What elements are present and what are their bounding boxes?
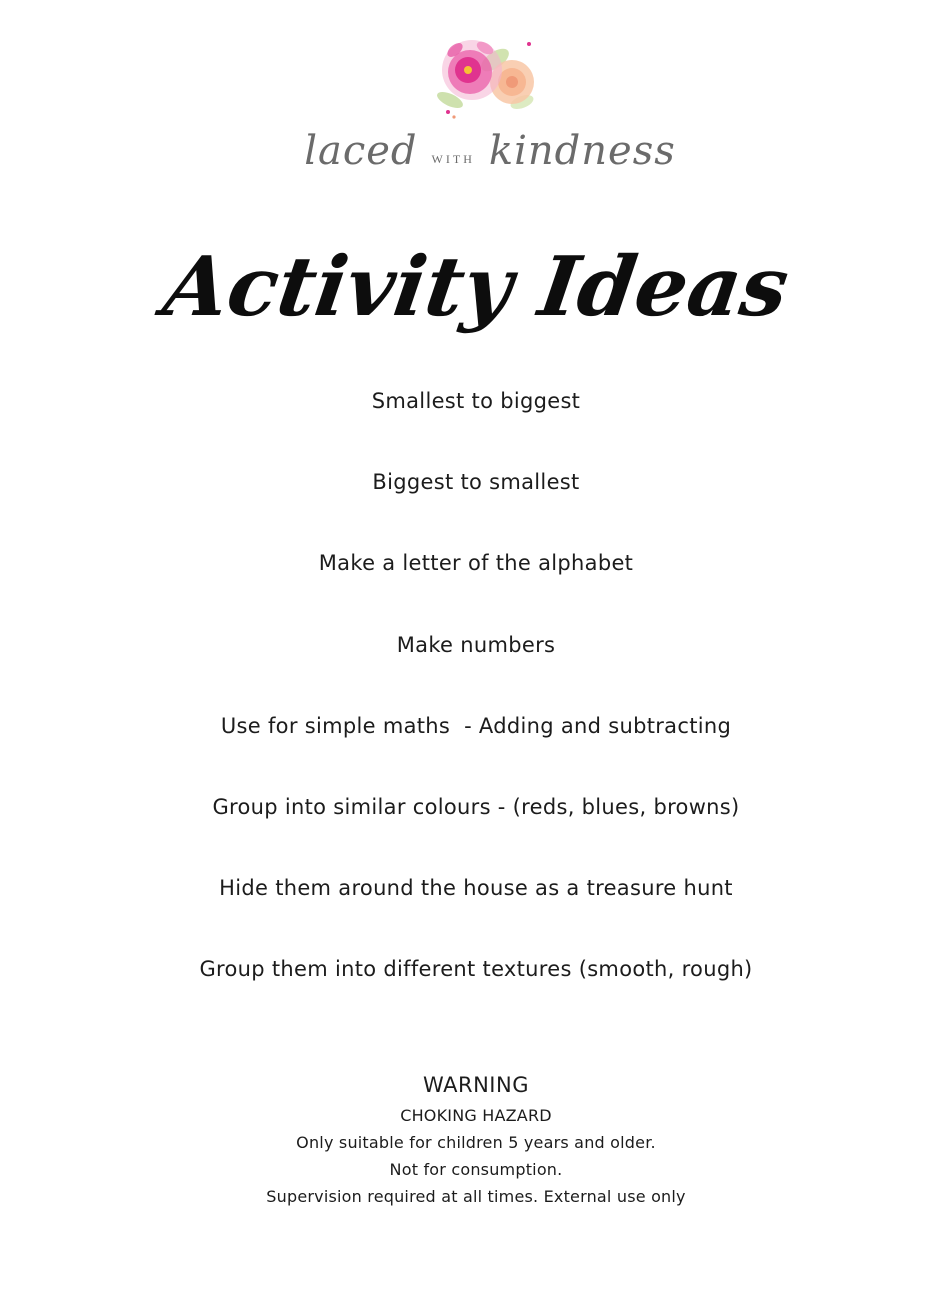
warning-line: Only suitable for children 5 years and older. xyxy=(296,1133,656,1152)
logo-word-right: kindness xyxy=(488,128,676,174)
flower-illustration-icon xyxy=(290,20,690,130)
list-item: Use for simple maths - Adding and subtracting xyxy=(220,713,732,738)
warning-line: Supervision required at all times. External use only xyxy=(266,1187,686,1206)
page-title: Activity Ideas xyxy=(157,239,795,335)
logo-word-left: laced xyxy=(304,128,418,174)
list-item: Hide them around the house as a treasure hunt xyxy=(219,876,733,901)
logo-wordmark xyxy=(290,128,690,174)
list-item: Biggest to smallest xyxy=(372,470,580,495)
activity-list xyxy=(0,378,952,1028)
warning-line: Not for consumption. xyxy=(389,1160,563,1179)
list-item: Group them into different textures (smooth, rough) xyxy=(199,957,753,982)
list-item: Group into similar colours - (reds, blues, browns) xyxy=(212,794,740,819)
warning-line: CHOKING HAZARD xyxy=(400,1106,552,1125)
list-item: Make a letter of the alphabet xyxy=(318,551,634,576)
logo-word-middle: WITH xyxy=(431,152,475,166)
warning-title: WARNING xyxy=(423,1073,529,1097)
warning-block xyxy=(0,1068,952,1210)
list-item: Smallest to biggest xyxy=(371,389,581,413)
brand-logo xyxy=(290,20,690,190)
list-item: Make numbers xyxy=(396,632,556,657)
